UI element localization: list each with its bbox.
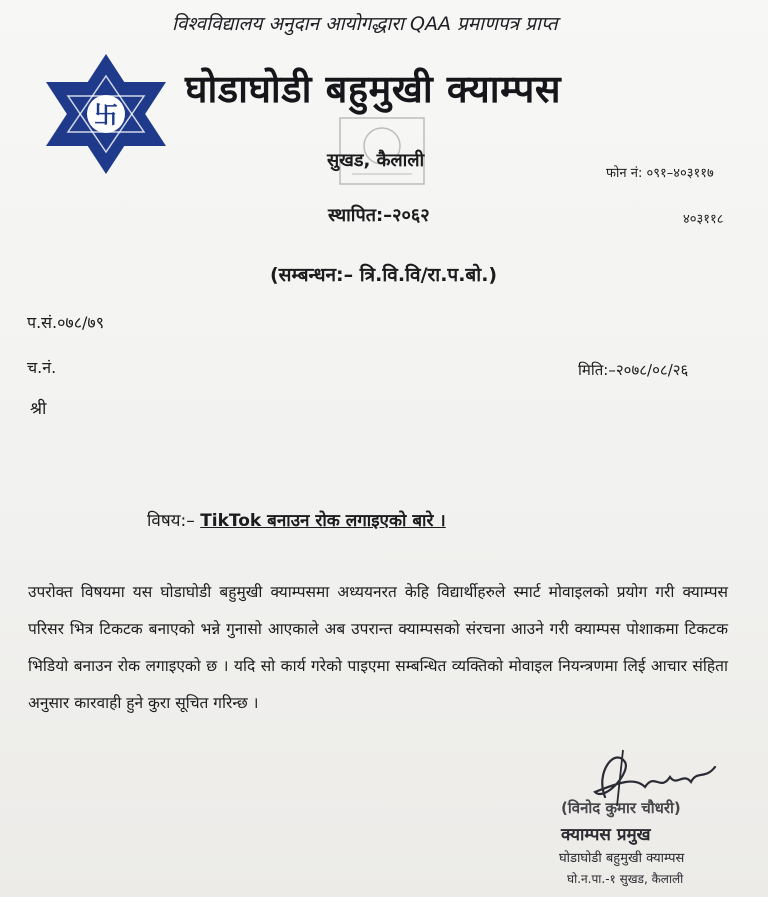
- campus-title: घोडाघोडी बहुमुखी क्याम्पस: [185, 67, 562, 111]
- phone-number: फोन नं: ०९१–४०३११७: [606, 166, 714, 181]
- campus-logo-icon: [38, 52, 174, 176]
- letter-body: उपरोक्त विषयमा यस घोडाघोडी बहुमुखी क्याम्पसमा अध्ययनरत केहि विद्यार्थीहरुले स्मार्ट मोवाइलको प्रयोग गरी क्याम्पस परिसर भित्र टिकटक बनाएको भन्ने गुनासो आएकाले अब उपरान्त क्याम्पसको संरचना आउने गरी क्याम्पस पोशाकमा टिकटक भिडियो बनाउन रोक लगाइएको छ । यदि सो कार्य गरेको पाइएमा सम्बन्धित व्यक्तिको मोवाइल नियन्त्रणमा लिई आचार संहिता अनुसार कारवाही हुने कुरा सूचित गरिन्छ ।: [28, 583, 728, 712]
- established-year: स्थापित:–२०६२: [328, 205, 430, 226]
- campus-location: सुखड, कैलाली: [327, 150, 425, 171]
- subject-topic: TikTok बनाउन रोक लगाइएको बारे ।: [200, 511, 446, 531]
- signatory-name: (विनोद कुमार चौधरी): [561, 799, 681, 817]
- reference-number: प.सं.०७८/७९: [27, 313, 105, 332]
- signatory-campus: घोडाघोडी बहुमुखी क्याम्पस: [559, 851, 685, 866]
- logo-emblem: 卐: [94, 101, 118, 129]
- signature-block: [555, 742, 765, 892]
- subject-line: [147, 508, 446, 531]
- affiliation-line: (सम्बन्धन:– त्रि.वि.वि/रा.प.बो.): [270, 264, 498, 286]
- qaa-certification-line: विश्वविद्यालय अनुदान आयोगद्धारा QAA प्रमाणपत्र प्राप्त: [172, 13, 558, 35]
- signatory-designation: क्याम्पस प्रमुख: [561, 825, 651, 845]
- dispatch-number: च.नं.: [27, 358, 57, 377]
- phone-number-secondary: ४०३११८: [683, 212, 724, 227]
- subject-prefix: विषय:–: [147, 511, 195, 531]
- addressee: श्री: [30, 399, 47, 419]
- letter-date: मिति:–२०७८/०८/२६: [578, 361, 689, 379]
- signatory-address: घो.न.पा.-१ सुखड, कैलाली: [567, 872, 684, 886]
